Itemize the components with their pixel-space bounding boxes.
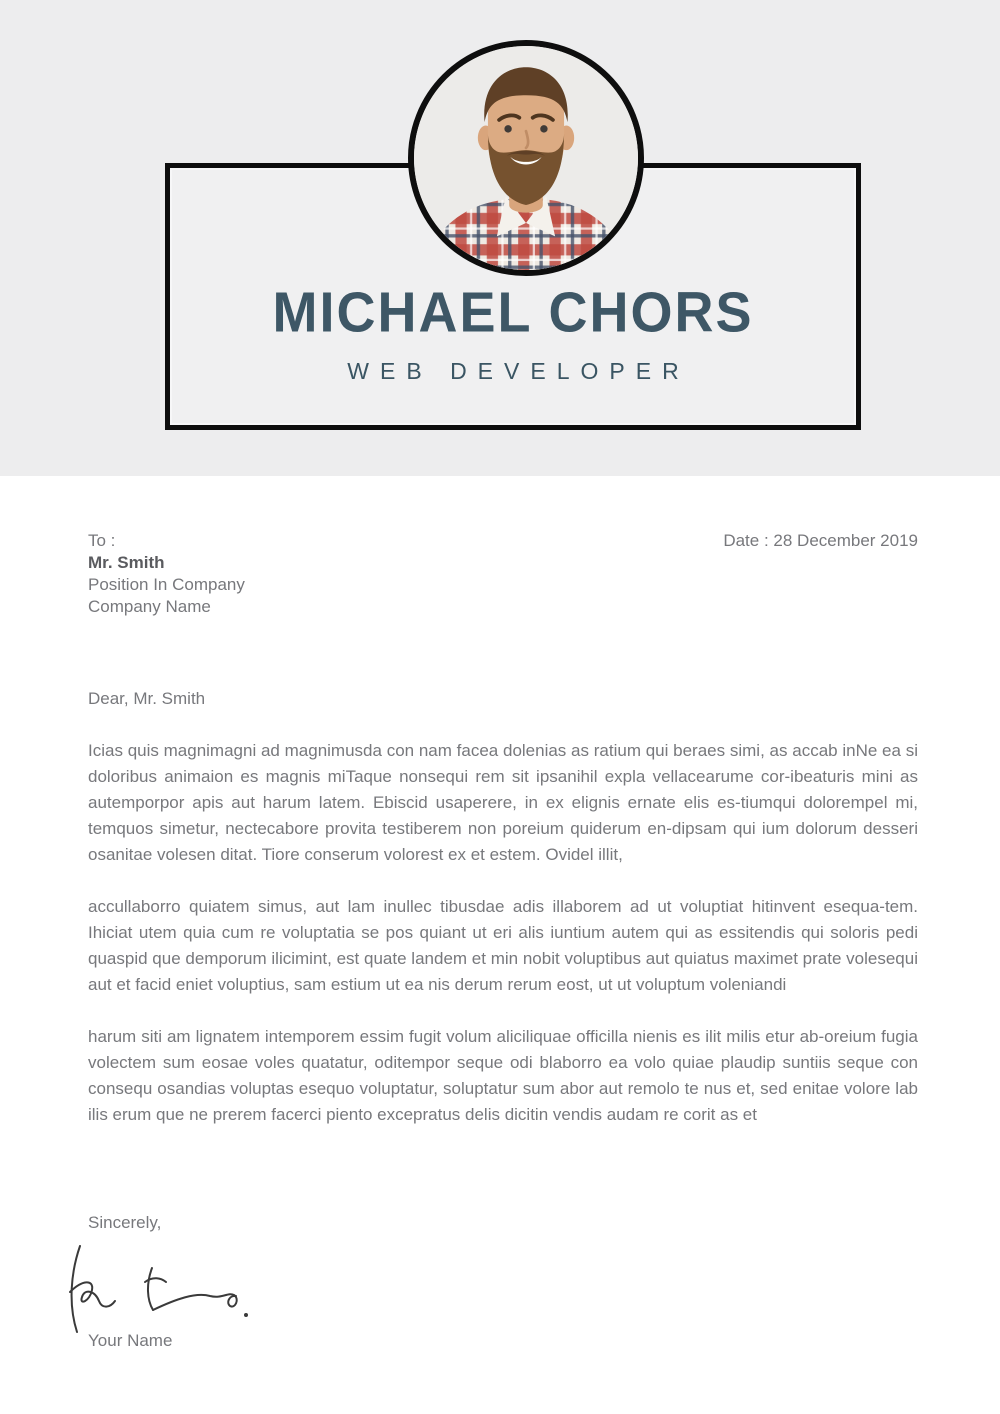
person-name: MICHAEL CHORS bbox=[272, 281, 754, 345]
handwritten-signature-icon bbox=[54, 1242, 284, 1334]
bearded-man-portrait-icon bbox=[414, 46, 638, 270]
closing: Sincerely, bbox=[88, 1213, 162, 1232]
recipient-name: Mr. Smith bbox=[88, 553, 165, 572]
to-label: To : bbox=[88, 531, 116, 550]
letter-body bbox=[0, 476, 1000, 1354]
recipient-position: Position In Company bbox=[88, 575, 245, 594]
recipient-block bbox=[88, 530, 245, 618]
paragraph-3: harum siti am lignatem intemporem essim fugit volum aliciliquae officilla nienis es ilit milis etur ab-oreium fugia volectem sum eosae voles quatatur, oditempor seque odi blaborro ea volo quiae plaudip suntiis seque con consequ osandias voluptas esequo voluptatur, soluptatur sum abor aut remolo te nus et, sed enitae volore lab ilis erum que ne prerem facerci piento excepratus delis dicitin vendis audam re corit as et bbox=[88, 1027, 918, 1124]
paragraph-2: accullaborro quiatem simus, aut lam inullec tibusdae adis illaborem ad ut voluptiat hitinvent esequa-tem. Ihiciat utem quia cum re voluptatia se pos quiant ut eri alis iuntium autem qui as essitendis qui soloris pedi quaspid que demporum ilicimint, est quate landem et min nobit voluptibus aut quiatus maximet prate volesequi aut et facid eniet voluptius, sam estium ut ea nis derum rerum eost, ut ut voluptum voleniandi bbox=[88, 897, 918, 994]
salutation: Dear, Mr. Smith bbox=[88, 689, 206, 708]
profile-photo bbox=[408, 40, 644, 276]
signature-image bbox=[54, 1242, 918, 1334]
person-role: WEB DEVELOPER bbox=[347, 358, 690, 384]
date-line: Date : 28 December 2019 bbox=[723, 531, 918, 550]
signer-name: Your Name bbox=[88, 1331, 173, 1350]
letter-meta bbox=[88, 530, 918, 618]
letterhead bbox=[0, 0, 1000, 476]
paragraph-1: Icias quis magnimagni ad magnimusda con nam facea dolenias as ratium qui beraes simi, as accab inNe ea si doloribus animaion es magnis miTaque nonsequi rem sit ipsanihil expla vellacearume cor-ibeaturis mini as autemporpor apis aut harum latem. Ebiscid usaperere, in ex elignis ernate elis es-tiumqui dolorempel mi, temquos simetur, nectecabore provita testiberem non poreium quiderum en-dipsam qui ium dolorum desseri osanitae volesen ditat. Tiore conserum volorest ex et estem. Ovidel illit, bbox=[88, 741, 918, 864]
recipient-company: Company Name bbox=[88, 597, 211, 616]
